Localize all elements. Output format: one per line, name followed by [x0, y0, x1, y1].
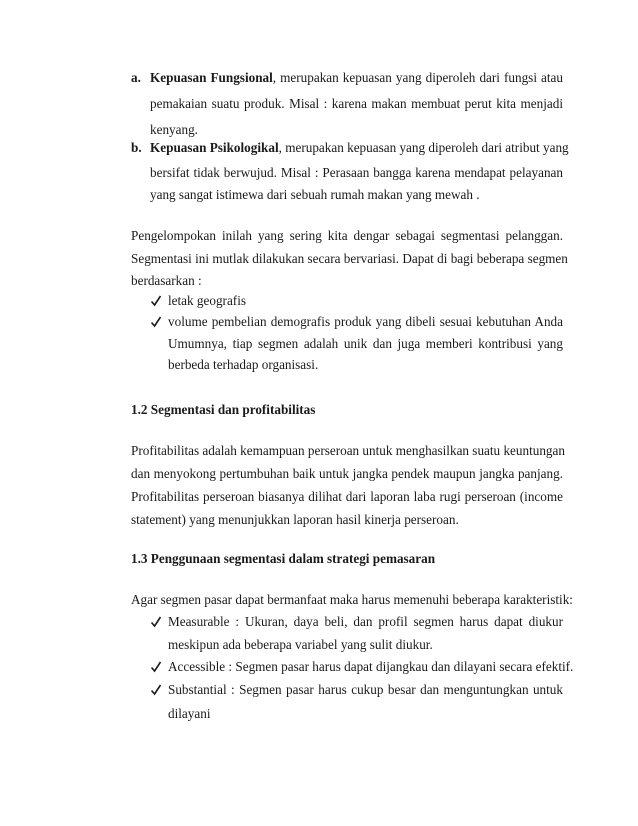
checkmark-icon [151, 315, 161, 329]
check1-item2-line1: volume pembelian demografis produk yang dibeli sesuai kebutuhan Anda [168, 314, 563, 329]
para1-line1: Pengelompokan inilah yang sering kita dengar sebagai segmentasi pelanggan. [131, 228, 563, 243]
def-a-term: Kepuasan Fungsional [150, 70, 273, 85]
def-b-term: Kepuasan Psikologikal [150, 140, 279, 155]
check1-item1-line1: letak geografis [168, 293, 246, 308]
def-a-line1-text: , merupakan kepuasan yang diperoleh dari fungsi atau [272, 70, 563, 85]
list-marker-a: a. [131, 70, 141, 85]
def-b-line3: yang sangat istimewa dari sebuah rumah makan yang mewah . [150, 187, 480, 202]
heading-1-3: 1.3 Penggunaan segmentasi dalam strategi pemasaran [131, 551, 436, 566]
checkmark-icon [151, 683, 161, 697]
para2-line2: dan menyokong pertumbuhan baik untuk jangka pendek maupun jangka panjang. [131, 466, 563, 481]
check2-item1-line2: meskipun ada beberapa variabel yang sulit diukur. [168, 637, 433, 652]
list-marker-b: b. [131, 140, 142, 155]
check1-item2-line3: berbeda terhadap organisasi. [168, 357, 319, 372]
def-b-line1 [150, 140, 569, 156]
def-a-line1 [150, 70, 563, 86]
heading-1-2: 1.2 Segmentasi dan profitabilitas [131, 402, 316, 417]
para2-line3: Profitabilitas perseroan biasanya dilihat dari laporan laba rugi perseroan (income [131, 489, 563, 504]
checkmark-icon [151, 294, 161, 308]
para2-line1: Profitabilitas adalah kemampuan perseroan untuk menghasilkan suatu keuntungan [131, 443, 565, 458]
checkmark-icon [151, 660, 161, 674]
para1-line3: berdasarkan : [131, 273, 202, 288]
para3: Agar segmen pasar dapat bermanfaat maka harus memenuhi beberapa karakteristik: [131, 592, 573, 607]
check2-item3-line2: dilayani [168, 706, 211, 721]
def-a-line3: kenyang. [150, 122, 198, 137]
def-b-line2: bersifat tidak berwujud. Misal : Perasaan bangga karena mendapat pelayanan [150, 165, 563, 180]
para2-line4: statement) yang menunjukkan laporan hasil kinerja perseroan. [131, 512, 459, 527]
check2-item3-line1: Substantial : Segmen pasar harus cukup besar dan menguntungkan untuk [168, 682, 563, 697]
check2-item1-line1: Measurable : Ukuran, daya beli, dan profil segmen harus dapat diukur [168, 614, 563, 629]
checkmark-icon [151, 615, 161, 629]
check2-item2-line1: Accessible : Segmen pasar harus dapat dijangkau dan dilayani secara efektif. [168, 659, 574, 674]
def-b-line1-text: , merupakan kepuasan yang diperoleh dari atribut yang [278, 140, 569, 155]
para1-line2: Segmentasi ini mutlak dilakukan secara bervariasi. Dapat di bagi beberapa segmen [131, 251, 568, 266]
check1-item2-line2: Umumnya, tiap segmen adalah unik dan juga memberi kontribusi yang [168, 336, 563, 351]
def-a-line2: pemakaian suatu produk. Misal : karena makan membuat perut kita menjadi [150, 96, 563, 111]
